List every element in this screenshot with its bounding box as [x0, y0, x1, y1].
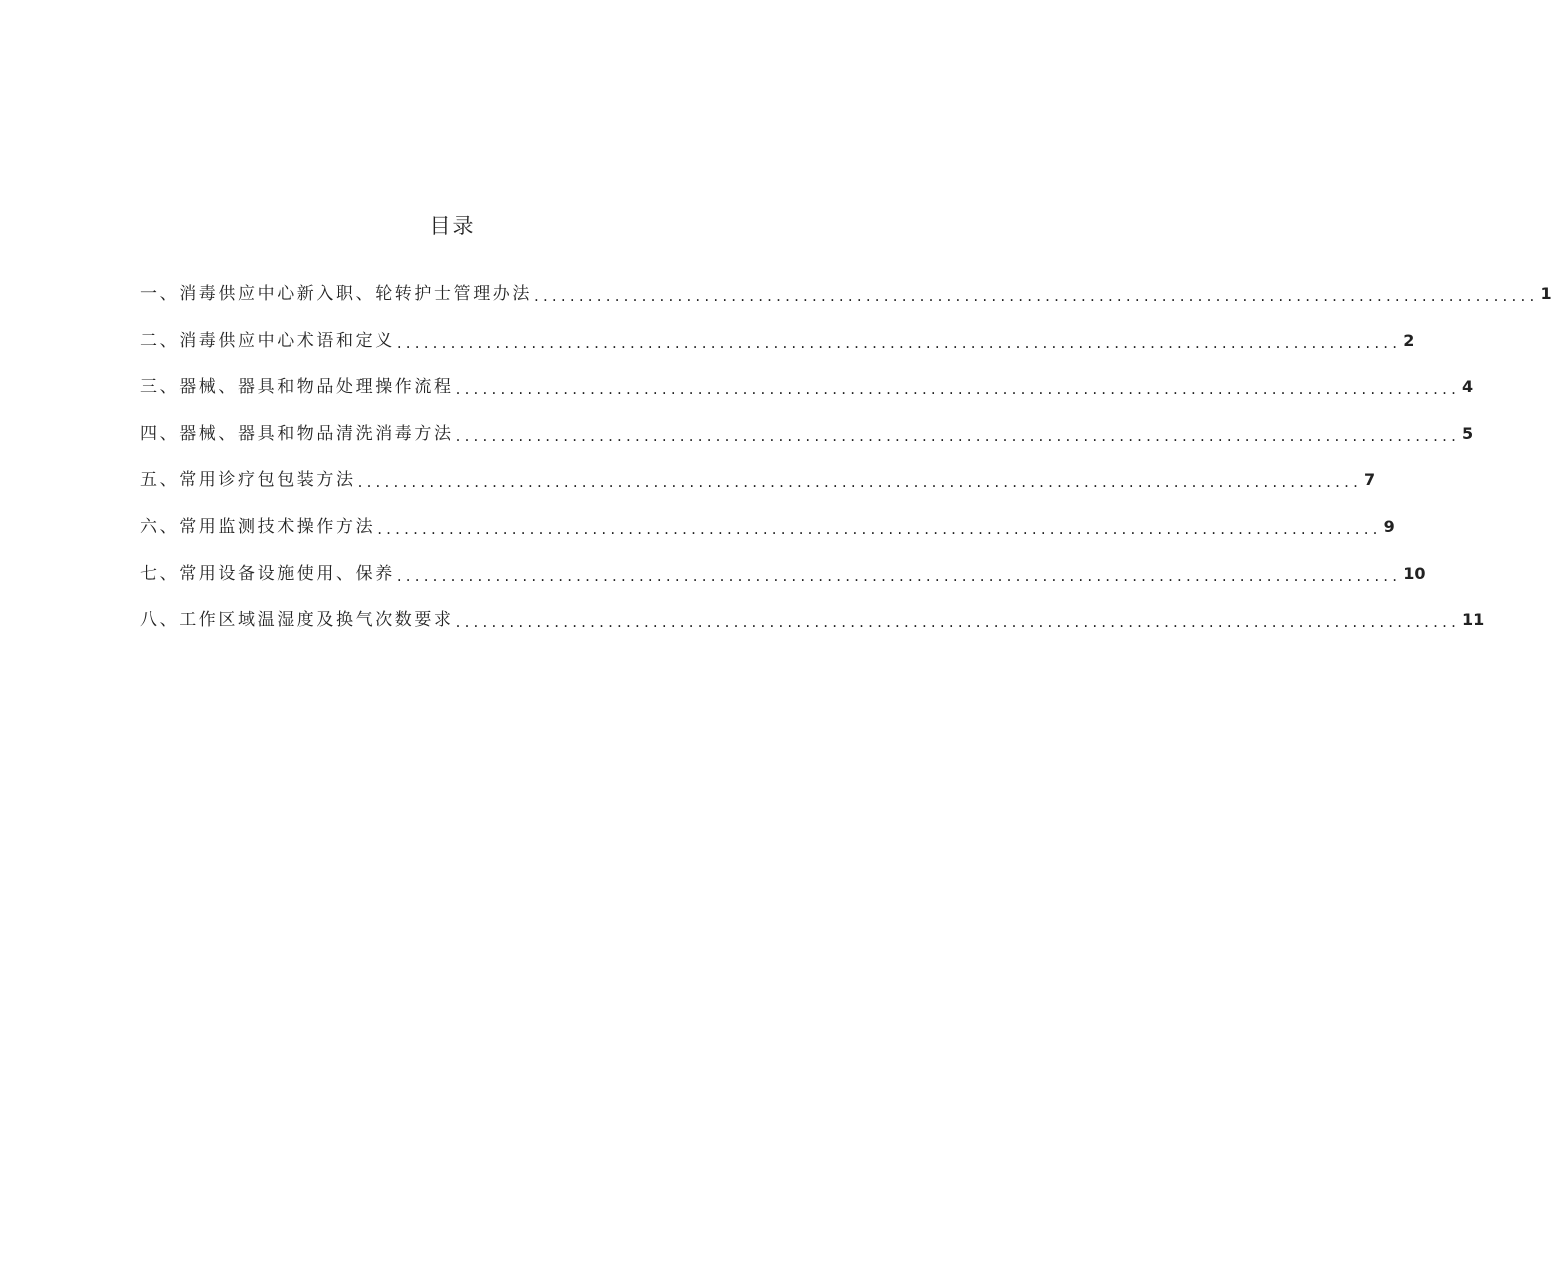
toc-page-number: 1 [1540, 284, 1552, 303]
toc-entry[interactable] [140, 464, 1376, 496]
toc-leader-dots: ................................................................................................................ [357, 473, 1363, 492]
toc-entry-text: 一、消毒供应中心新入职、轮转护士管理办法 [140, 284, 532, 304]
toc-leader-dots: ................................................................................................................ [455, 380, 1461, 399]
toc-entry[interactable] [140, 511, 1395, 543]
toc-page-number: 4 [1462, 377, 1474, 397]
toc-entry-text: 五、常用诊疗包包装方法 [140, 470, 356, 491]
toc-leader-dots: ................................................................................................................ [396, 566, 1402, 585]
toc-leader-dots: ................................................................................................................ [455, 426, 1461, 445]
toc-entry-text: 二、消毒供应中心术语和定义 [140, 330, 395, 351]
toc-page-number: 10 [1403, 563, 1426, 583]
toc-entry[interactable] [140, 371, 1474, 403]
toc-entry[interactable] [140, 418, 1474, 450]
toc-leader-dots: ................................................................................................................ [377, 519, 1382, 538]
toc-leader-dots: ................................................................................................................ [396, 333, 1402, 352]
toc-page-number: 5 [1462, 423, 1474, 443]
toc-list [140, 278, 1552, 651]
toc-entry[interactable] [140, 325, 1415, 357]
toc-entry-text: 六、常用监测技术操作方法 [140, 516, 376, 537]
toc-leader-dots: ................................................................................................................ [455, 613, 1461, 632]
toc-title: 目录 [429, 214, 476, 238]
toc-entry[interactable] [140, 604, 1485, 636]
toc-entry-text: 七、常用设备设施使用、保养 [140, 563, 395, 584]
toc-page-number: 11 [1462, 610, 1485, 630]
toc-entry[interactable] [140, 558, 1426, 590]
toc-entry-text: 八、工作区域温湿度及换气次数要求 [140, 610, 454, 631]
toc-page-number: 7 [1364, 470, 1376, 490]
toc-entry-text: 三、器械、器具和物品处理操作流程 [140, 377, 454, 398]
toc-page-number: 2 [1403, 330, 1415, 350]
toc-leader-dots: ................................................................................................................ [534, 287, 1539, 305]
toc-entry-text: 四、器械、器具和物品清洗消毒方法 [140, 423, 454, 444]
toc-page-number: 9 [1383, 516, 1395, 536]
toc-entry[interactable] [140, 278, 1552, 310]
